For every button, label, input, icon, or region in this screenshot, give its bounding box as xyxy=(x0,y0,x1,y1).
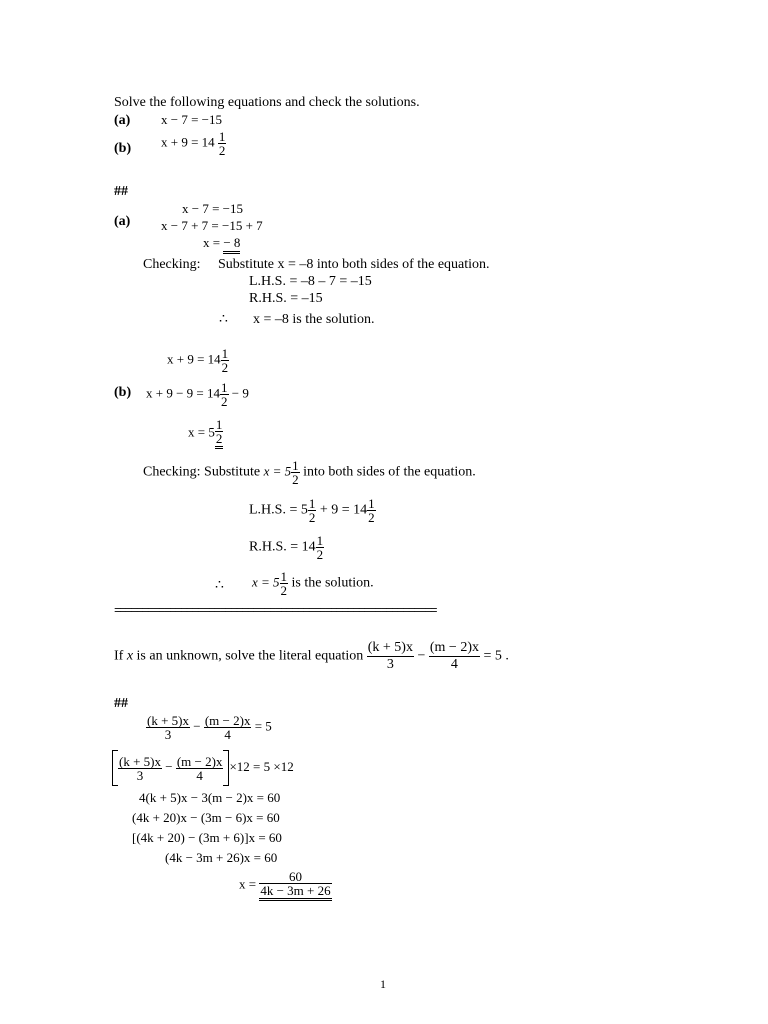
solution-b-lhs: L.H.S. = 5 $\frac{1}{2}$ + 9 = 14 $\frac{1}{2}$ xyxy=(249,496,375,525)
fraction-half: $\frac{1}{2}$ xyxy=(218,129,226,158)
solution-b-step3: x = 5 $\frac{1}{2}$ xyxy=(188,418,223,449)
page-number: 1 xyxy=(380,977,386,991)
solution2-line1: $\frac{(k + 5)x}{3}$ − $\frac{(m - 2)x}{4}$ = 5 xyxy=(147,713,272,742)
therefore-symbol: ∴ xyxy=(215,578,224,593)
solution-b-step2: x + 9 − 9 = 14 $\frac{1}{2}$ − 9 xyxy=(146,380,249,409)
solution-b-step1: x + 9 = 14 $\frac{1}{2}$ xyxy=(167,346,229,375)
solution-a-rhs: R.H.S. = –15 xyxy=(249,291,323,306)
solution-a-lhs: L.H.S. = –8 – 7 = –15 xyxy=(249,274,372,289)
solution-b-rhs: R.H.S. = 14 $\frac{1}{2}$ xyxy=(249,533,324,562)
fraction-m: $\frac{(m - 2)x}{4}$ xyxy=(429,640,479,672)
solution-a-step2: x − 7 + 7 = −15 + 7 xyxy=(161,218,263,233)
solution-b-checking: Checking: Substitute x = 5 $\frac{1}{2}$ into both sides of the equation. xyxy=(143,458,476,487)
solution-a-checking-text: Substitute x = –8 into both sides of the equation. xyxy=(218,257,490,272)
solution-b-label: (b) xyxy=(114,385,132,400)
fraction-half: $\frac{1}{2}$ xyxy=(308,496,316,525)
fraction-half: $\frac{1}{2}$ xyxy=(221,380,228,409)
therefore-symbol: ∴ xyxy=(219,312,228,327)
solution-marker: ## xyxy=(114,184,128,199)
question1-prompt: Solve the following equations and check the solutions. xyxy=(114,95,420,110)
fraction-half: $\frac{1}{2}$ xyxy=(368,496,375,525)
fraction-half: $\frac{1}{2}$ xyxy=(292,458,299,487)
fraction-half: $\frac{1}{2}$ xyxy=(221,346,229,375)
question1-part-a-equation: x − 7 = −15 xyxy=(161,112,222,127)
fraction-k: $\frac{(k + 5)x}{3}$ xyxy=(147,713,189,742)
solution-a-checking-label: Checking: xyxy=(143,257,201,272)
solution2-final: x = $\frac{60}{4k - 3m + 26}$ xyxy=(239,870,332,901)
final-fraction: $\frac{60}{4k - 3m + 26}$ xyxy=(259,870,331,901)
fraction-k: $\frac{(k + 5)x}{3}$ xyxy=(119,753,161,783)
fraction-m: $\frac{(m - 2)x}{4}$ xyxy=(176,753,223,783)
fraction-k: $\frac{(k + 5)x}{3}$ xyxy=(367,640,413,672)
solution2-line2: $\frac{(k + 5)x}{3}$ − $\frac{(m - 2)x}{4}$ ×12 = 5 ×12 xyxy=(112,750,294,786)
solution-b-conclusion: x = 5 $\frac{1}{2}$ is the solution. xyxy=(252,569,374,598)
solution-a-step3: x = − 8 xyxy=(203,235,240,251)
fraction-m: $\frac{(m - 2)x}{4}$ xyxy=(204,713,251,742)
question1-part-b-label: (b) xyxy=(114,141,132,156)
question2: If x is an unknown, solve the literal equation $\frac{(k + 5)x}{3}$ − $\frac{(m - 2)x}{4}$ = 5 . xyxy=(114,640,509,672)
solution2-line5: [(4k + 20) − (3m + 6)]x = 60 xyxy=(132,830,282,845)
fraction-half: $\frac{1}{2}$ xyxy=(316,533,324,562)
solution2-line3: 4(k + 5)x − 3(m − 2)x = 60 xyxy=(139,790,281,805)
question1-part-a-label: (a) xyxy=(114,113,131,128)
solution2-line4: (4k + 20)x − (3m − 6)x = 60 xyxy=(132,810,280,825)
solution-a-conclusion: x = –8 is the solution. xyxy=(253,312,375,327)
solution-a-label: (a) xyxy=(114,214,131,229)
solution-a-answer: − 8 xyxy=(223,235,240,254)
solution-a-step1: x − 7 = −15 xyxy=(182,201,243,216)
separator-line: ========================================================== xyxy=(114,604,436,618)
fraction-half: $\frac{1}{2}$ xyxy=(280,569,288,598)
solution2-marker: ## xyxy=(114,696,128,711)
solution-b-answer-fraction: $\frac{1}{2}$ xyxy=(215,418,224,449)
solution2-line6: (4k − 3m + 26)x = 60 xyxy=(165,850,278,865)
question1-part-b-equation: x + 9 = 14 $\frac{1}{2}$ xyxy=(161,129,226,158)
